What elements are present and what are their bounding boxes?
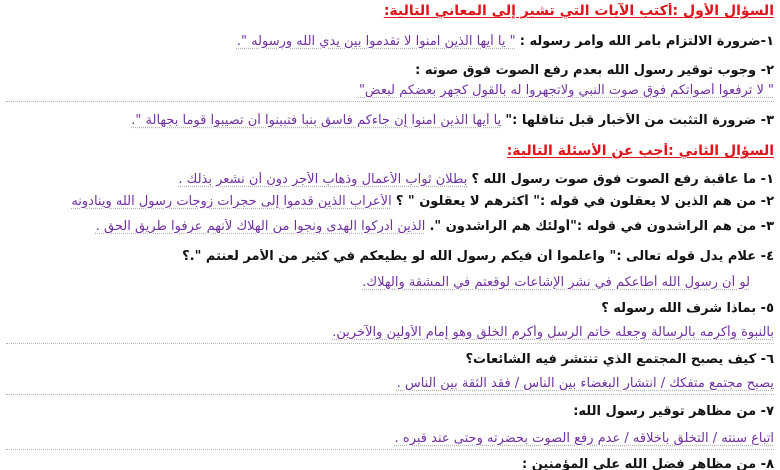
s2-q6-line (6, 352, 774, 370)
s2-q8-line (6, 457, 774, 470)
s2-q7-question: ٧- من مظاهر توقير رسول الله: (573, 404, 774, 419)
s2-q4-answer: لو أن رسول الله أطاعكم في نشر الإشاعات لوقعتم في المشقة والهلاك. (362, 275, 750, 290)
section-2-title: السؤال الثاني :أجب عن الأسئلة التالية: (506, 143, 774, 159)
s2-q2-question: ٢- من هم الذين لا يعقلون في قوله :" أكثرهم لا يعقلون " ؟ (395, 194, 774, 209)
s2-q3-question: ٣- من هم الراشدون في قوله :"أولئك هم الراشدون ". (429, 219, 774, 234)
s1-q2-question: ٢- وجوب توقير رسول الله بعدم رفع الصوت فوق صوته : (415, 63, 774, 78)
s2-q1-question: ١- ما عاقبة رفع الصوت فوق صوت رسول الله ؟ (471, 172, 774, 187)
s2-q8-question: ٨- من مظاهر فضل الله على المؤمنين : (521, 457, 774, 470)
section-1-title: السؤال الأول :أكتب الآيات التي تشير إلى المعاني التالية: (383, 3, 774, 19)
s1-q3-answer: يا أيها الذين آمنوا إن جاءكم فاسق بنبأ فتبينوا أن تصيبوا قوماً بجهالة ". (131, 113, 502, 128)
s1-q2-answer: " لا ترفعوا أصواتكم فوق صوت النبي ولاتجهروا له بالقول كجهر بعضكم لبعض" (358, 83, 774, 98)
s1-q1-answer: " يا أيها الذين آمنوا لا تقدموا بين يدي الله ورسوله ". (236, 34, 516, 49)
s2-q5-question: ٥- بماذا شرف الله رسوله ؟ (601, 301, 774, 316)
s2-q5-answer: بالنبوة وأكرمه بالرسالة وجعله خاتم الرسل وأكرم الخلق وهو إمام الأولين والآخرين. (332, 325, 774, 340)
s2-q2-answer: الأعراب الذين قدموا إلى حجرات زوجات رسول الله وينادونه (71, 194, 392, 209)
s2-q1-answer: بطلان ثواب الأعمال وذهاب الأجر دون أن نشعر بذلك . (178, 172, 468, 187)
section-1-title-line (6, 3, 774, 21)
s2-q7-answer-line (6, 431, 774, 450)
s2-q6-answer: يصبح مجتمع متفكك / انتشار البغضاء بين الناس / فقد الثقة بين الناس . (396, 376, 774, 391)
s2-q4-question: ٤- علام يدل قوله تعالى :" واعلموا أن فيكم رسول الله لو يطيعكم في كثير من الأمر لعنتم ".؟ (182, 249, 774, 264)
s2-q3-answer: الذين أدركوا الهدى ونجوا من الهلاك لأنهم عرفوا طريق الحق . (95, 219, 426, 234)
s2-q5-line (6, 301, 774, 319)
s1-q1-question: ١-ضرورة الالتزام بأمر الله وأمر رسوله : (519, 34, 774, 49)
s2-q6-answer-line (6, 376, 774, 395)
s1-q3-question: ٣- ضرورة التثبت من الأخبار قبل تناقلها :" (505, 113, 774, 128)
s1-q2-line (6, 63, 774, 81)
s2-q4-answer-line (6, 275, 750, 293)
s2-q1-line (6, 172, 774, 190)
s1-q1-line (6, 34, 774, 52)
s2-q6-question: ٦- كيف يصبح المجتمع الذي تنتشر فيه الشائعات؟ (465, 352, 774, 367)
s1-q3-line (6, 113, 774, 131)
s2-q2-line (6, 194, 774, 212)
s2-q3-line (6, 219, 774, 237)
s2-q4-line (6, 249, 774, 267)
section-2-title-line (6, 143, 774, 161)
s2-q7-line (6, 404, 774, 422)
s2-q5-answer-line (6, 325, 774, 344)
s1-q2-answer-line (6, 83, 774, 102)
s2-q7-answer: اتباع سنته / التخلق بأخلاقه / عدم رفع الصوت بحضرته وحتى عند قبره . (394, 431, 774, 446)
